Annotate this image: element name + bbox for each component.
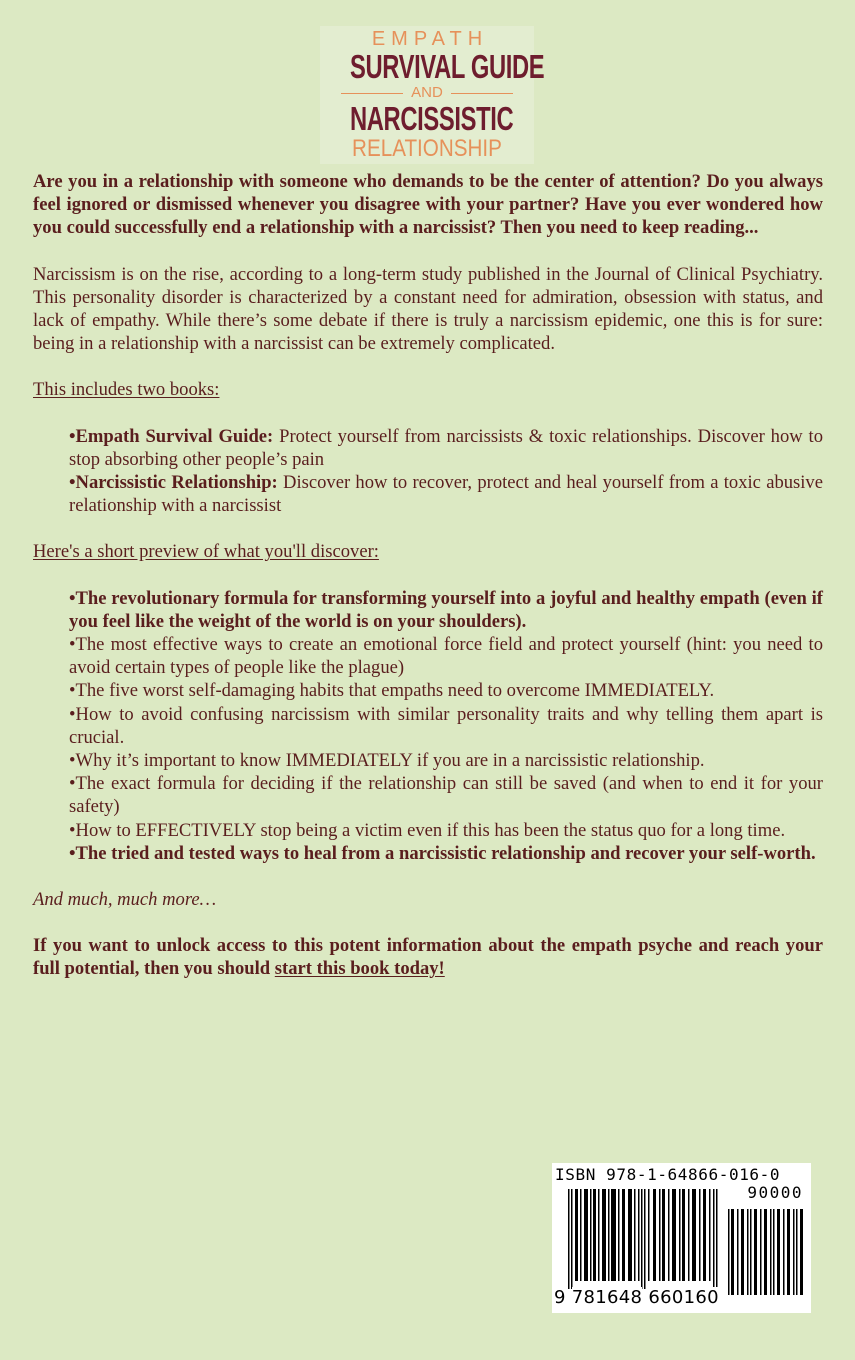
logo-empath: EMPATH <box>371 28 489 50</box>
logo-survival-guide: SURVIVAL GUIDE <box>349 48 545 85</box>
barcode-bars-icon <box>568 1189 723 1289</box>
closing-paragraph: If you want to unlock access to this potent information about the empath psyche and reach your full potential, then you should start this book today! <box>33 935 823 980</box>
preview-item: •Why it’s important to know IMMEDIATELY if you are in a narcissistic relationship. <box>69 750 705 772</box>
preview-item: •The exact formula for deciding if the relationship can still be saved (and when to end it for your safety) <box>69 773 823 818</box>
bullet-icon: • <box>69 773 76 795</box>
intro-paragraph: Are you in a relationship with someone who demands to be the center of attention? Do you always feel ignored or dismissed whenever you disagree with your partner? Have you ever wondered how you could successfully end a relationship with a narcissist? Then you need to keep reading... <box>33 171 823 239</box>
addon-bars-icon <box>728 1209 806 1295</box>
cover-logo <box>320 26 545 164</box>
book-title: Narcissistic Relationship: <box>75 472 278 494</box>
much-more-text: And much, much more… <box>33 889 217 911</box>
books-list <box>33 425 823 518</box>
book-description: Protect yourself from narcissists & toxic relationships. Discover how to stop absorbing other people’s pain <box>69 425 823 470</box>
preview-item: •How to avoid confusing narcissism with similar personality traits and why telling them apart is crucial. <box>69 703 823 748</box>
description-paragraph: Narcissism is on the rise, according to a long-term study published in the Journal of Clinical Psychiatry. This personality disorder is characterized by a constant need for admiration, obsession with status, and lack of empathy. While there’s some debate if there is truly a narcissism epidemic, one this is for sure: being in a relationship with a narcissist can be extremely complicated. <box>33 263 823 355</box>
includes-heading: This includes two books: <box>33 379 220 401</box>
isbn-barcode <box>552 1163 811 1313</box>
preview-item: •The five worst self-damaging habits that empaths need to overcome IMMEDIATELY. <box>69 680 715 702</box>
price-code: 90000 <box>747 1183 803 1202</box>
preview-item: •The tried and tested ways to heal from a narcissistic relationship and recover your self-worth. <box>69 842 816 864</box>
bullet-icon: • <box>69 425 76 447</box>
bullet-icon: • <box>69 587 76 609</box>
logo-and: AND <box>411 84 443 101</box>
logo-relationship: RELATIONSHIP <box>352 135 502 162</box>
book-description: Discover how to recover, protect and heal yourself from a toxic abusive relationship with a narcissist <box>69 472 823 517</box>
start-today-link: start this book today! <box>274 958 445 980</box>
preview-item: •The revolutionary formula for transforming yourself into a joyful and healthy empath (even if you feel like the weight of the world is on your shoulders). <box>69 587 823 632</box>
preview-item: •The most effective ways to create an emotional force field and protect yourself (hint: you need to avoid certain types of people like the plague) <box>69 634 823 679</box>
preview-list <box>33 587 823 865</box>
bullet-icon: • <box>69 703 76 725</box>
logo-divider-right <box>451 93 513 94</box>
isbn-label: ISBN 978-1-64866-016-0 <box>555 1165 781 1184</box>
book-title: Empath Survival Guide: <box>75 425 274 447</box>
bullet-icon: • <box>69 634 76 656</box>
ean-number: 9 781648 660160 <box>554 1287 719 1308</box>
bullet-icon: • <box>69 750 76 772</box>
logo-narcissistic: NARCISSISTIC <box>349 100 514 137</box>
preview-heading: Here's a short preview of what you'll discover: <box>33 541 379 563</box>
bullet-icon: • <box>69 472 76 494</box>
bullet-icon: • <box>69 842 76 864</box>
logo-divider-left <box>341 93 403 94</box>
book-item <box>69 471 823 517</box>
book-item <box>69 425 823 471</box>
back-cover-text <box>33 170 823 981</box>
bullet-icon: • <box>69 819 76 841</box>
bullet-icon: • <box>69 680 76 702</box>
preview-item: •How to EFFECTIVELY stop being a victim even if this has been the status quo for a long time. <box>69 819 786 841</box>
